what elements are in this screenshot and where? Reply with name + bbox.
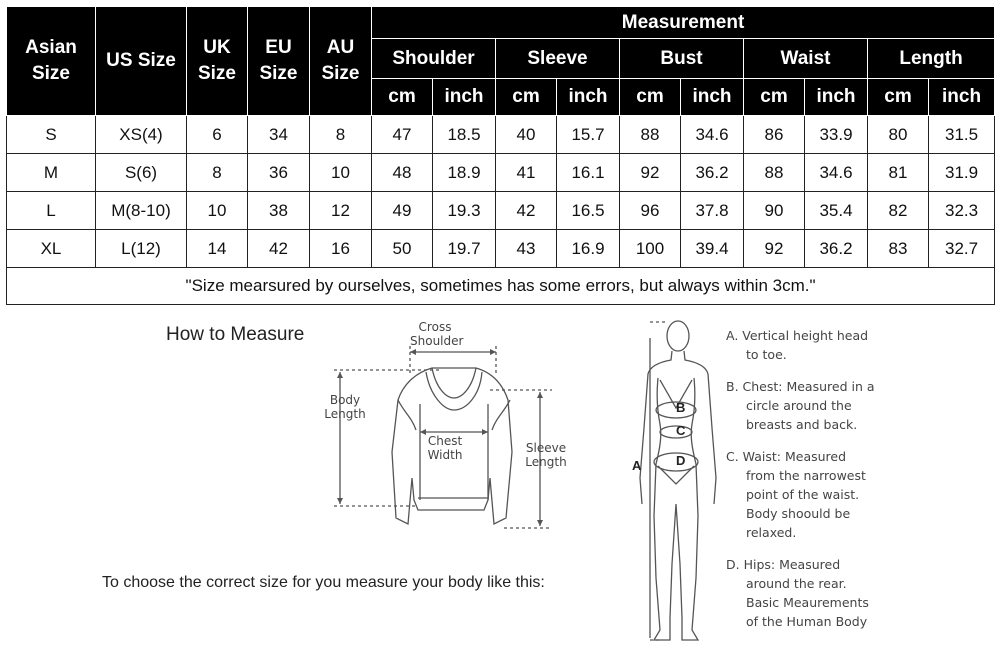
table-cell: 18.9: [433, 154, 496, 192]
table-cell: 34.6: [681, 116, 744, 154]
note-d: D. Hips: Measured around the rear. Basic Meaurements of the Human Body: [726, 557, 869, 629]
table-cell: 36.2: [681, 154, 744, 192]
table-cell: 42: [496, 192, 557, 230]
table-cell: 40: [496, 116, 557, 154]
body-marker-c: C: [676, 423, 686, 438]
unit-cm: cm: [868, 79, 929, 116]
table-cell: 86: [744, 116, 805, 154]
cross-shoulder-label: Cross Shoulder: [410, 320, 464, 348]
unit-cm: cm: [496, 79, 557, 116]
header-asian-size: Asian Size: [7, 7, 96, 116]
table-cell: 8: [187, 154, 248, 192]
table-cell: 34: [248, 116, 310, 154]
table-cell: 31.5: [929, 116, 995, 154]
table-cell: 49: [372, 192, 433, 230]
table-cell: 43: [496, 230, 557, 268]
table-cell: 38: [248, 192, 310, 230]
unit-cm: cm: [620, 79, 681, 116]
header-eu-size: EU Size: [248, 7, 310, 116]
table-cell: XS(4): [96, 116, 187, 154]
unit-cm: cm: [744, 79, 805, 116]
unit-cm: cm: [372, 79, 433, 116]
table-cell: 88: [620, 116, 681, 154]
table-cell: L(12): [96, 230, 187, 268]
table-cell: 48: [372, 154, 433, 192]
table-cell: 16: [310, 230, 372, 268]
body-marker-d: D: [676, 453, 686, 468]
choose-size-instruction: To choose the correct size for you measure your body like this:: [102, 574, 545, 591]
table-cell: 41: [496, 154, 557, 192]
table-cell: 90: [744, 192, 805, 230]
unit-inch: inch: [805, 79, 868, 116]
table-cell: 16.9: [557, 230, 620, 268]
table-cell: 37.8: [681, 192, 744, 230]
note-c: C. Waist: Measured from the narrowest point of the waist. Body shoould be relaxed.: [726, 449, 866, 540]
table-cell: 96: [620, 192, 681, 230]
table-cell: 35.4: [805, 192, 868, 230]
note-a: A. Vertical height head to toe.: [726, 328, 869, 362]
table-cell: 10: [187, 192, 248, 230]
measurement-note: "Size mearsured by ourselves, sometimes has some errors, but always within 3cm.": [7, 268, 995, 305]
header-measurement: Measurement: [372, 7, 995, 39]
chest-width-label: Chest Width: [427, 434, 463, 462]
table-cell: 19.7: [433, 230, 496, 268]
table-cell: 42: [248, 230, 310, 268]
body-marker-b: B: [676, 400, 686, 415]
table-cell: 81: [868, 154, 929, 192]
how-to-measure-title: How to Measure: [166, 324, 305, 345]
table-cell: 19.3: [433, 192, 496, 230]
table-cell: 36.2: [805, 230, 868, 268]
table-cell: 92: [744, 230, 805, 268]
unit-inch: inch: [929, 79, 995, 116]
human-body-outline-icon: [610, 318, 720, 650]
header-au-size: AU Size: [310, 7, 372, 116]
table-cell: 14: [187, 230, 248, 268]
table-cell: 6: [187, 116, 248, 154]
sleeve-length-label: Sleeve Length: [525, 441, 567, 469]
table-cell: 92: [620, 154, 681, 192]
table-cell: 32.3: [929, 192, 995, 230]
table-cell: 36: [248, 154, 310, 192]
table-cell: 8: [310, 116, 372, 154]
header-length: Length: [868, 39, 995, 79]
table-cell: 10: [310, 154, 372, 192]
unit-inch: inch: [557, 79, 620, 116]
header-us-size: US Size: [96, 7, 187, 116]
table-cell: M: [7, 154, 96, 192]
header-sleeve: Sleeve: [496, 39, 620, 79]
table-cell: 50: [372, 230, 433, 268]
header-waist: Waist: [744, 39, 868, 79]
table-cell: 31.9: [929, 154, 995, 192]
table-cell: 12: [310, 192, 372, 230]
table-cell: 80: [868, 116, 929, 154]
body-marker-a: A: [632, 458, 642, 473]
table-cell: 34.6: [805, 154, 868, 192]
table-cell: 83: [868, 230, 929, 268]
table-cell: 16.1: [557, 154, 620, 192]
table-cell: 47: [372, 116, 433, 154]
table-cell: 82: [868, 192, 929, 230]
table-cell: 88: [744, 154, 805, 192]
header-shoulder: Shoulder: [372, 39, 496, 79]
table-cell: S(6): [96, 154, 187, 192]
table-cell: XL: [7, 230, 96, 268]
body-length-label: Body Length: [324, 393, 366, 421]
table-cell: 18.5: [433, 116, 496, 154]
table-cell: 15.7: [557, 116, 620, 154]
header-bust: Bust: [620, 39, 744, 79]
table-cell: 39.4: [681, 230, 744, 268]
header-uk-size: UK Size: [187, 7, 248, 116]
table-cell: 32.7: [929, 230, 995, 268]
table-cell: 100: [620, 230, 681, 268]
table-cell: S: [7, 116, 96, 154]
table-cell: 16.5: [557, 192, 620, 230]
table-cell: L: [7, 192, 96, 230]
table-cell: 33.9: [805, 116, 868, 154]
note-b: B. Chest: Measured in a circle around the breasts and back.: [726, 379, 875, 432]
measurement-notes: [726, 326, 998, 644]
unit-inch: inch: [433, 79, 496, 116]
unit-inch: inch: [681, 79, 744, 116]
table-cell: M(8-10): [96, 192, 187, 230]
